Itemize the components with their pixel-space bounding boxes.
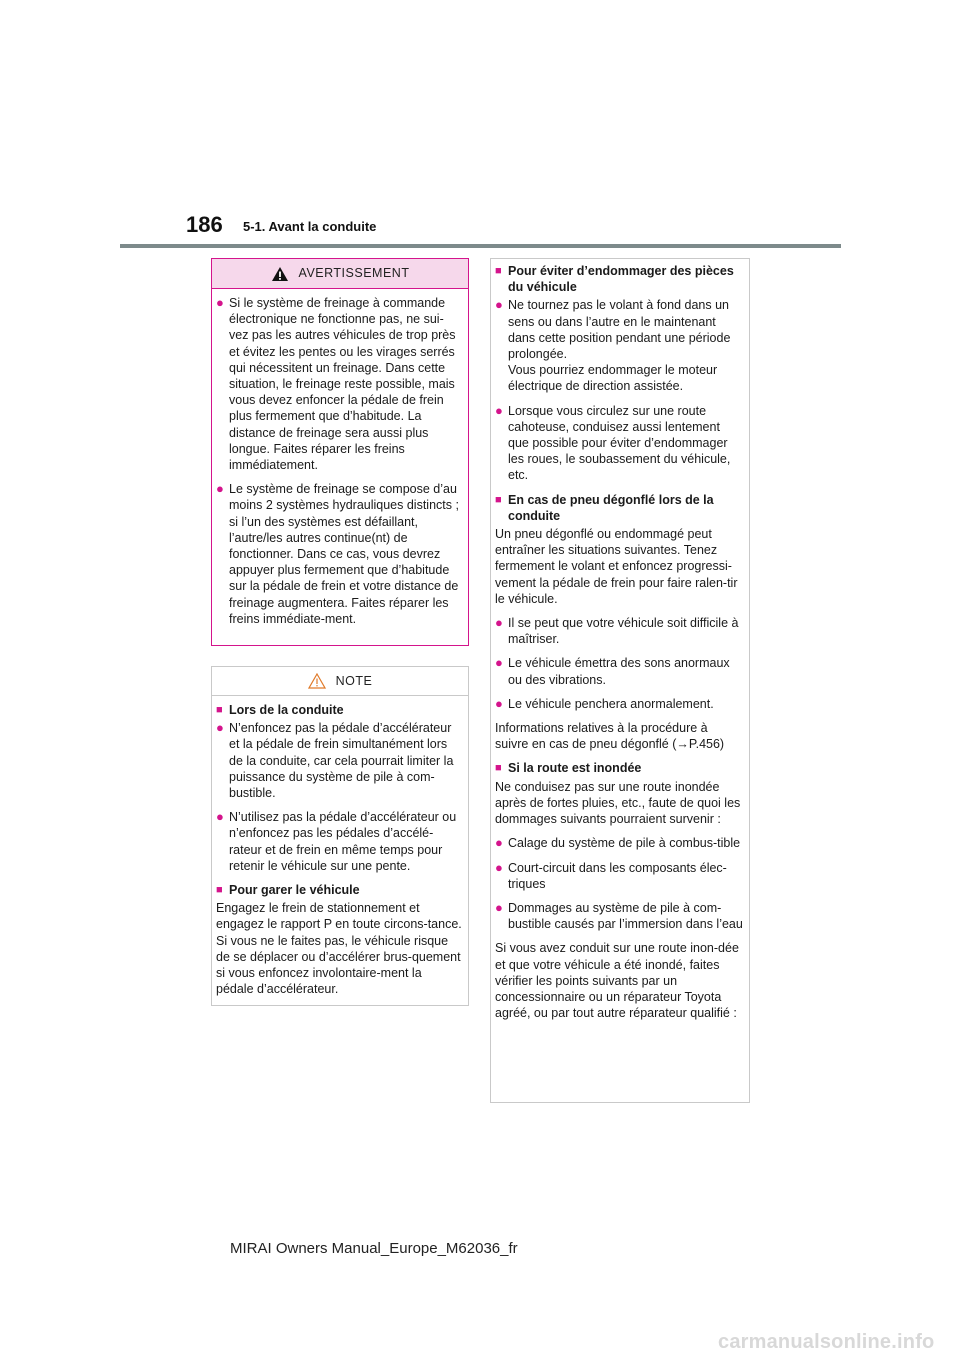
bullet-icon: ● — [495, 655, 503, 671]
section-heading: ■ Si la route est inondée — [495, 761, 642, 776]
right-info-box — [490, 258, 750, 1103]
warning-header — [212, 259, 468, 289]
warning-title: AVERTISSEMENT — [298, 266, 410, 281]
page-number: 186 — [186, 212, 223, 237]
list-item: ● N’utilisez pas la pédale d’accélérateur ou n’enfoncez pas les pédales d’accélé-rateur et de frein en même temps pour retenir le véhicule sur une pente. — [216, 809, 457, 873]
bullet-icon: ● — [216, 809, 224, 825]
bullet-icon: ● — [216, 295, 224, 310]
paragraph: Si vous avez conduit sur une route inon-dée et que votre véhicule a été inondé, faites vérifier les points suivants par un concessionnaire ou un réparateur Toyota agréé, ou par tout autre réparateur qualifié : — [495, 941, 739, 1021]
list-item — [216, 481, 462, 627]
list-item — [216, 295, 462, 473]
note-title: NOTE — [335, 673, 373, 688]
bullet-icon: ● — [495, 297, 503, 313]
list-item: ● Court-circuit dans les composants élec-triques — [495, 859, 727, 891]
paragraph: Engagez le frein de stationnement et engagez le rapport P en toute circons-tance. Si vous ne le faites pas, le véhicule risque de se déplacer ou d’accélérer brus-quement si vous enfoncez involontaire-ment la pédale d’accélérateur. — [216, 901, 462, 997]
bullet-icon: ● — [495, 615, 503, 631]
list-item: ● Il se peut que votre véhicule soit difficile à maîtriser. — [495, 615, 739, 647]
bullet-icon: ● — [216, 481, 224, 497]
section-heading: ■ Pour éviter d’endommager des pièces du véhicule — [495, 264, 734, 295]
paragraph: Ne conduisez pas sur une route inondée après de fortes pluies, etc., faute de quoi les dommages suivants pourraient survenir : — [495, 779, 741, 827]
list-item: ● Dommages au système de pile à com-bustible causés par l’immersion dans l’eau — [495, 899, 743, 932]
square-bullet-icon: ■ — [495, 265, 502, 277]
section-heading: ■ Lors de la conduite — [216, 703, 344, 717]
warning-item-text: Si le système de freinage à commande électronique ne fonctionne pas, ne sui-vez pas les autres véhicules de trop près et évitez les pentes ou les virages serrés qui nécessitent un freinage. Dans cette situation, le freinage reste possible, mais vous devez enfoncer la pédale de frein plus fermement que d’habitude. La distance de freinage sera aussi plus longue. Faites réparer les freins immédiatement. — [229, 296, 456, 473]
list-item: ● Le véhicule émettra des sons anormaux ou des vibrations. — [495, 655, 730, 687]
list-item: ● Lorsque vous circulez sur une route cahoteuse, conduisez aussi lentement que possible pour éviter d’endommager les roues, le soubassement du véhicule, etc. — [495, 402, 731, 483]
bullet-icon: ● — [495, 695, 503, 711]
square-bullet-icon: ■ — [495, 762, 502, 775]
bullet-icon: ● — [495, 859, 503, 875]
section-heading: ■ En cas de pneu dégonflé lors de la conduite — [495, 492, 714, 523]
header-rule — [120, 244, 841, 248]
square-bullet-icon: ■ — [216, 884, 223, 897]
square-bullet-icon: ■ — [216, 704, 223, 716]
warning-box — [211, 258, 469, 646]
note-box — [211, 666, 469, 1006]
list-item: ● Le véhicule penchera anormalement. — [495, 695, 714, 711]
warning-item-text: Le système de freinage se compose d’au moins 2 systèmes hydrauliques distincts ; si l’un des systèmes est défaillant, l’autre/les autres continue(nt) de fonctionner. Dans ce cas, vous devrez appuyer plus fermement que d’habitude sur la pédale de frein et votre distance de freinage augmentera. Faites réparer les freins immédiate-ment. — [229, 482, 459, 626]
bullet-icon: ● — [495, 402, 503, 418]
list-item: ● N’enfoncez pas la pédale d’accélérateur et la pédale de frein simultanément lors de la conduite, car cela pourrait limiter la puissance du système de pile à com-bustible. — [216, 720, 454, 801]
bullet-icon: ● — [495, 899, 503, 915]
paragraph: Informations relatives à la procédure à suivre en cas de pneu dégonflé (→P.456) — [495, 721, 725, 752]
watermark: carmanualsonline.info — [718, 1331, 935, 1353]
bullet-icon: ● — [216, 720, 224, 736]
caution-triangle-icon — [308, 673, 326, 689]
section-title: 5-1. Avant la conduite — [243, 219, 377, 234]
section-heading: ■ Pour garer le véhicule — [216, 883, 360, 898]
paragraph: Un pneu dégonflé ou endommagé peut entraîner les situations suivantes. Tenez fermement le volant et enfoncez progressi-vement la pédale de frein pour faire ralen-tir le véhicule. — [495, 527, 738, 606]
warning-triangle-icon — [271, 266, 289, 282]
note-header — [212, 667, 468, 696]
footer-manual-title: MIRAI Owners Manual_Europe_M62036_fr — [230, 1240, 518, 1257]
square-bullet-icon: ■ — [495, 493, 502, 506]
list-item: ● Calage du système de pile à combus-tible — [495, 835, 741, 851]
bullet-icon: ● — [495, 835, 503, 851]
list-item: ● Ne tournez pas le volant à fond dans un sens ou dans l’autre en le maintenant dans cette position pendant une période prolongée. Vous pourriez endommager le moteur électrique de direction assistée. — [495, 297, 731, 394]
